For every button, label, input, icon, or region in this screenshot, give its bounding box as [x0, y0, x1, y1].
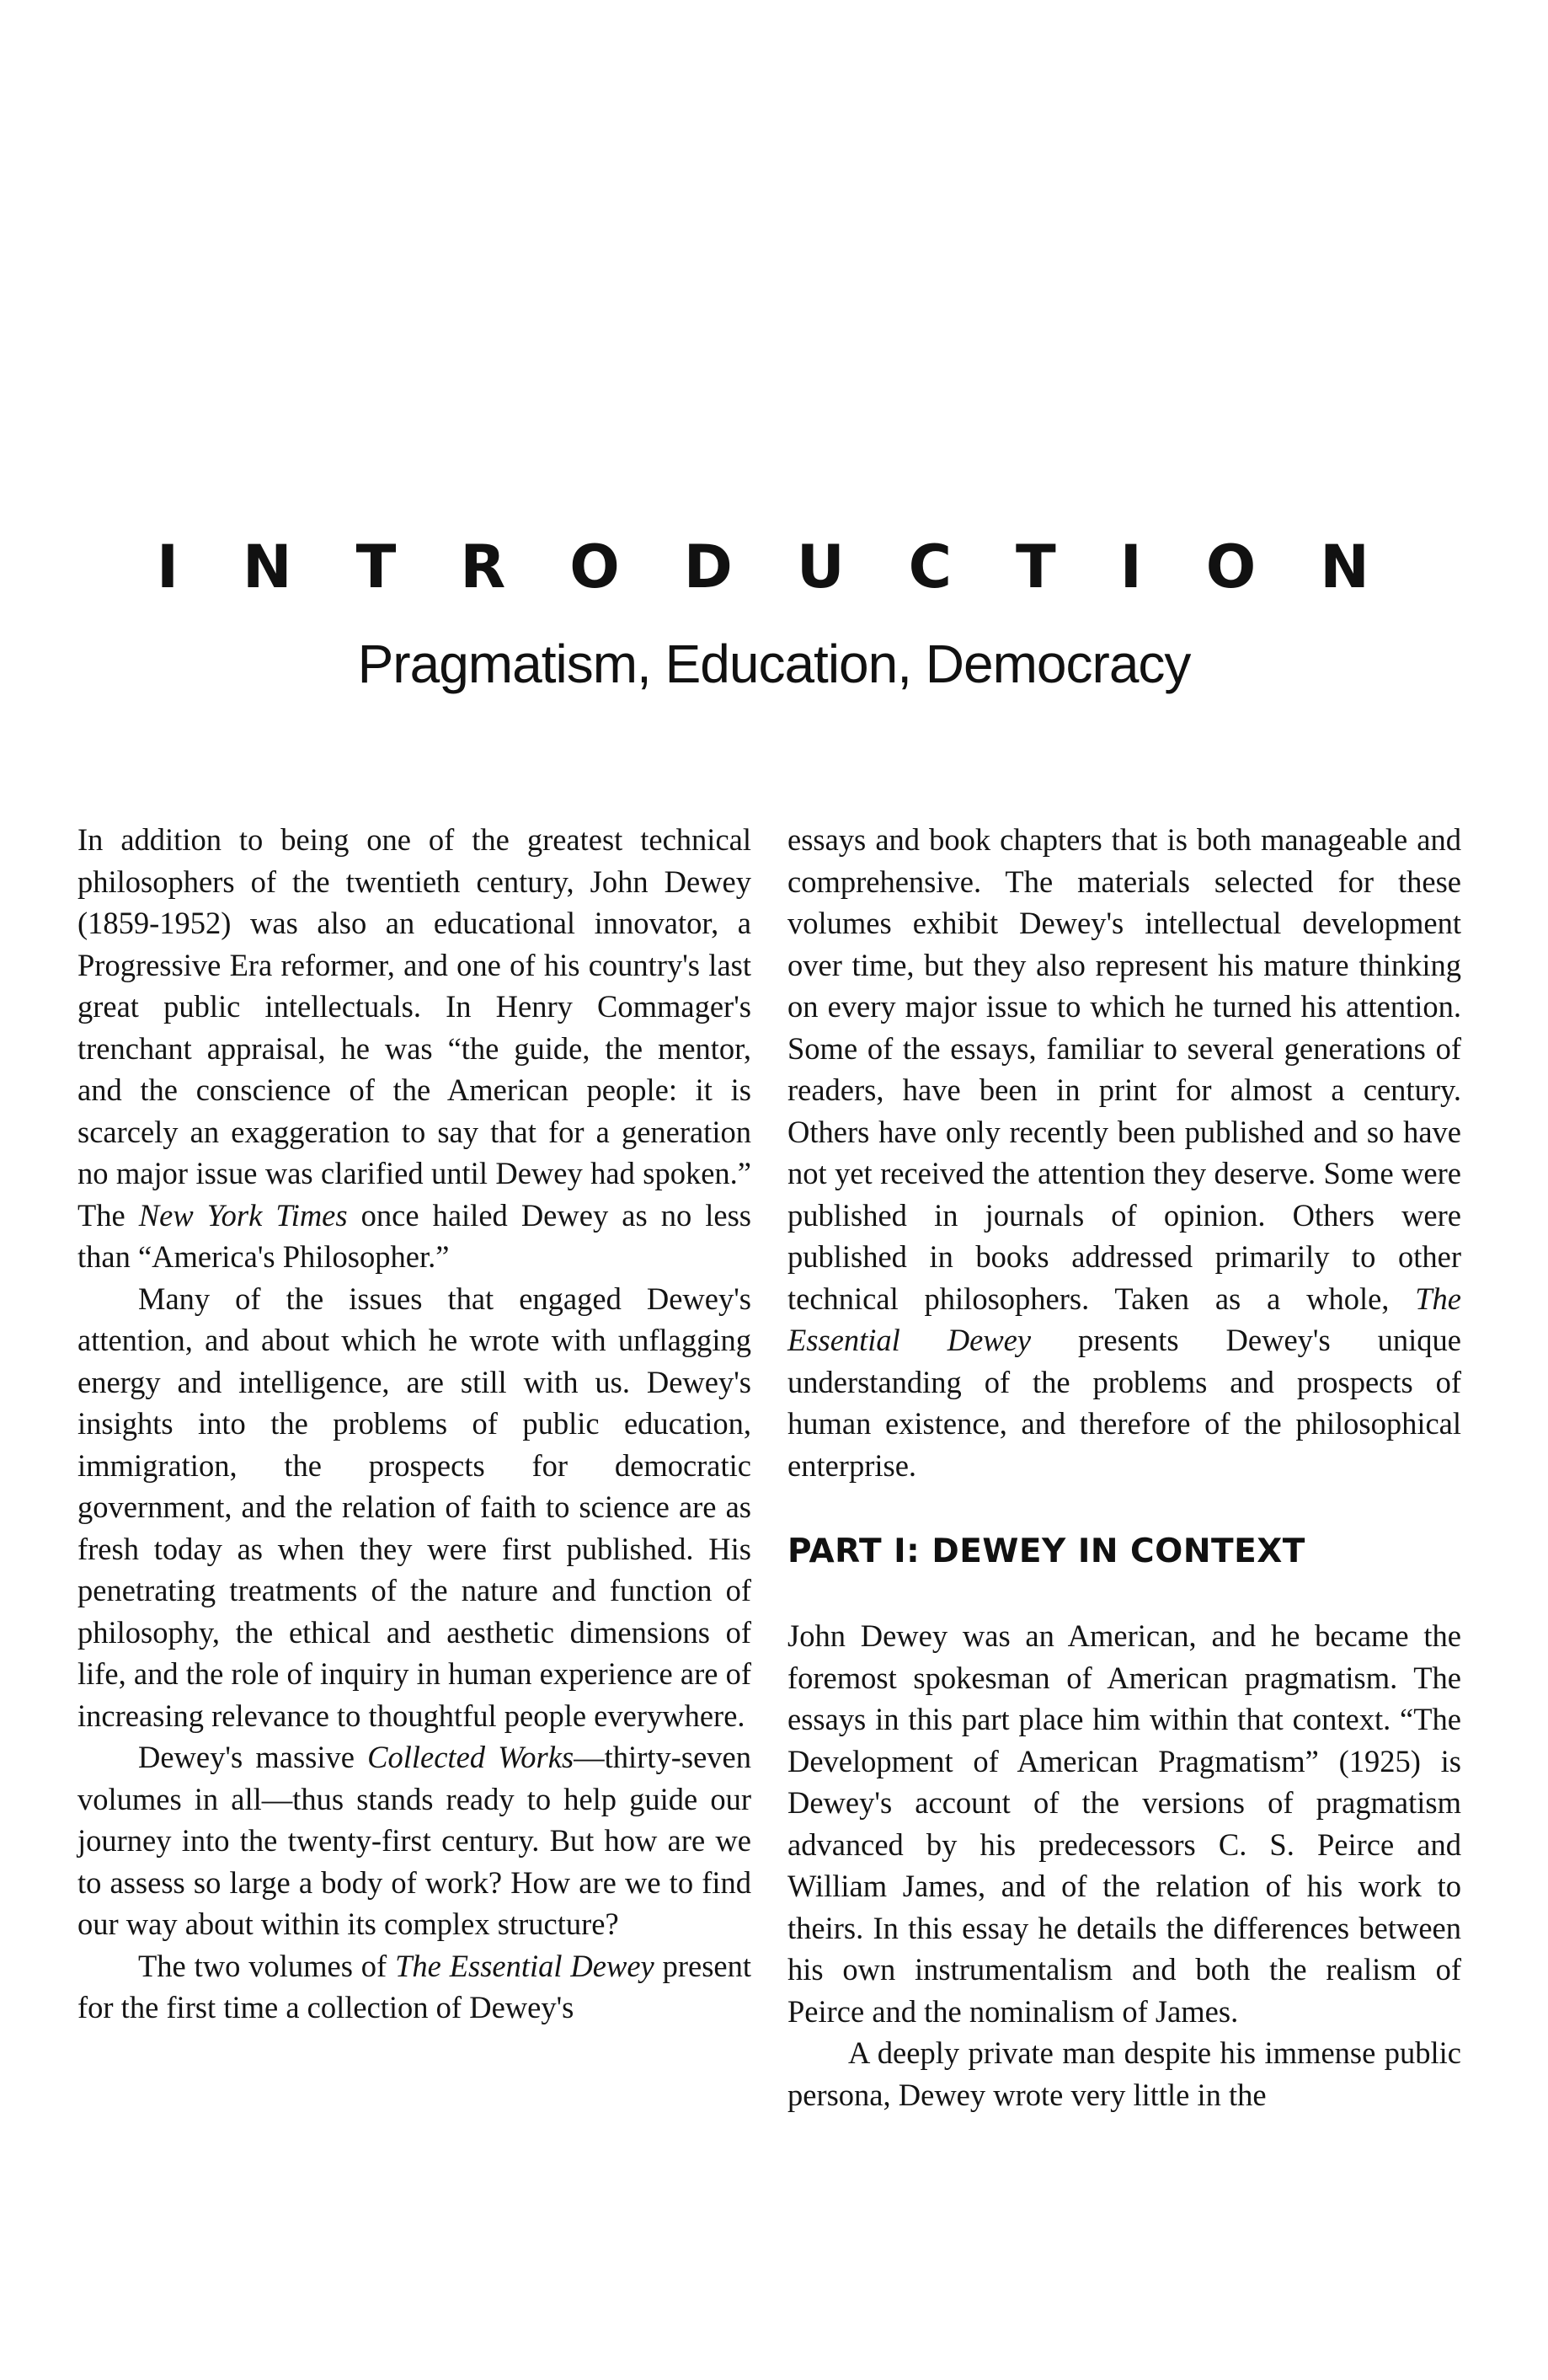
chapter-title-letter: T [1016, 532, 1056, 602]
chapter-title-letter: N [243, 532, 292, 602]
paragraph-text: In addition to being one of the greatest technical philosophers of the twentieth century, John Dewey (1859-1952) was also an educational innovator, a Progressive Era reformer, and one of his country's last great public intellectuals. In Henry Commager's trenchant appraisal, he was “the guide, the mentor, and the conscience of the American people: it is scarcely an exaggeration to say that for a generation no major issue was clarified until Dewey had spoken.” [77, 822, 751, 1190]
paragraph [77, 1945, 751, 2029]
left-column [77, 819, 751, 2029]
section-heading: PART I: DEWEY IN CONTEXT [787, 1532, 1305, 1570]
paragraph-text: presents Dewey's unique understanding of the problems and prospects of human existence, and therefore of the philosophical enterprise. [787, 1323, 1461, 1483]
paragraph [77, 1736, 751, 1945]
italic-title: The Essential Dewey [395, 1948, 654, 1983]
paragraph-text: The [77, 1197, 139, 1233]
italic-title: Collected Works [367, 1740, 574, 1774]
chapter-title-letter: C [908, 532, 953, 602]
chapter-title-letter: U [796, 532, 845, 602]
paragraph-text: once hailed Dewey as no less than “America's Philosopher.” [77, 1197, 752, 1274]
chapter-title-letter: R [460, 532, 506, 602]
paragraph-text: The two volumes of [138, 1948, 396, 1983]
right-column [787, 819, 1461, 2115]
italic-title: New York Times [138, 1197, 348, 1233]
paragraph: Many of the issues that engaged Dewey's attention, and about which he wrote with unflagging energy and intelligence, are still with us. Dewey's insights into the problems of public education, immigration, the prospects for democratic government, and the relation of faith to science are as fresh today as when they were first published. His penetrating treatments of the nature and function of philosophy, the ethical and aesthetic dimensions of life, and the role of inquiry in human experience are of increasing relevance to thoughtful people everywhere. [77, 1281, 751, 1733]
chapter-title-letter: T [355, 532, 397, 602]
paragraph: John Dewey was an American, and he became the foremost spokesman of American pragmatism. The essays in this part place him within that context. “The Development of American Pragmatism” (1925) is Dewey's account of the versions of pragmatism advanced by his predecessors C. S. Peirce and William James, and of the relation of his work to theirs. In this essay he details the differences between his own instrumentalism and both the realism of Peirce and the nominalism of James. [787, 1618, 1461, 2029]
chapter-subtitle: Pragmatism, Education, Democracy [357, 634, 1191, 694]
paragraph: A deeply private man despite his immense public persona, Dewey wrote very little in the [787, 2035, 1461, 2112]
chapter-title-letter: I [157, 532, 179, 602]
chapter-title-letter: O [1205, 532, 1257, 602]
chapter-title-letter: N [1320, 532, 1369, 602]
paragraph [77, 819, 751, 1278]
chapter-title [157, 527, 1369, 607]
paragraph-text: Dewey's massive [138, 1740, 368, 1774]
italic-title: The Essential Dewey [787, 1281, 1461, 1357]
chapter-title-letter: O [569, 532, 620, 602]
paragraph-text: present for the first time a collection of Dewey's [77, 1948, 752, 2024]
paragraph-text: essays and book chapters that is both manageable and comprehensive. The materials selected for these volumes exhibit Dewey's intellectual development over time, but they also represent his mature thinking on every major issue to which he turned his attention. Some of the essays, familiar to several generations of readers, have been in print for almost a century. Others have only recently been published and so have not yet received the attention they deserve. Some were published in journals of opinion. Others were published in books addressed primarily to other technical philosophers. Taken as a whole, [787, 822, 1461, 1316]
chapter-title-letter: D [683, 532, 733, 602]
paragraph [787, 819, 1461, 1486]
paragraph-text: —thirty-seven volumes in all—thus stands ready to help guide our journey into the twenty-first century. But how are we to assess so large a body of work? How are we to find our way about within its complex structure? [77, 1740, 751, 1941]
chapter-title-letter: I [1119, 532, 1142, 602]
